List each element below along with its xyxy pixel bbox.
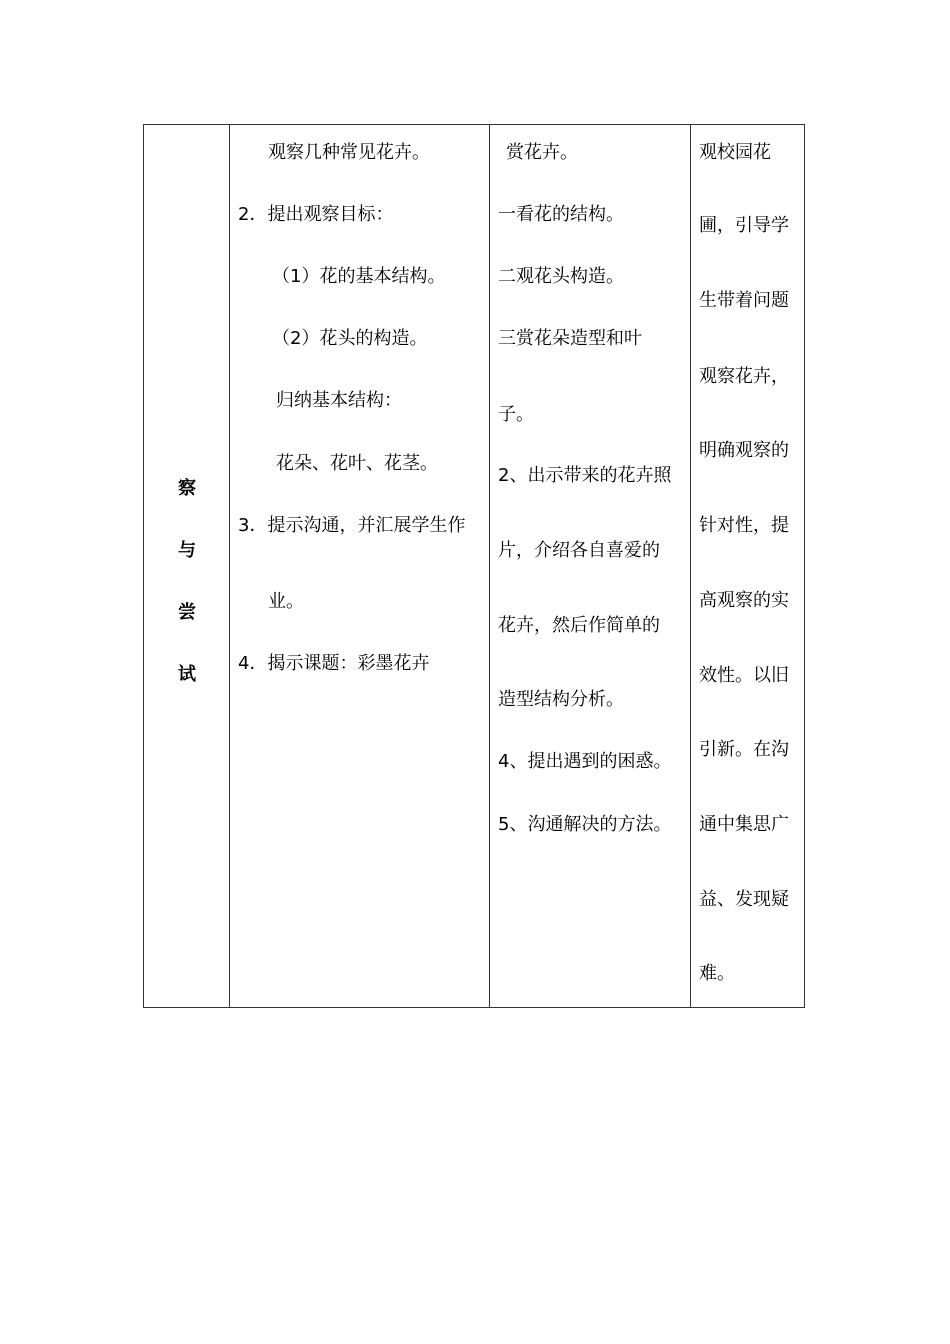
design-intent-line: 圃，引导学 [699,215,789,236]
teacher-activity-line: 3．提示沟通，并汇展学生作 [238,515,466,536]
design-intent-line: 难。 [699,963,735,984]
design-intent-line: 通中集思广 [699,814,789,835]
stage-char: 察 [178,478,196,499]
stage-char: 尝 [178,602,196,623]
design-intent-line: 观校园花 [699,142,771,163]
student-activity-line: 二观花头构造。 [498,266,624,287]
teacher-activity-line: 业。 [268,591,304,612]
teacher-activity-line: 花朵、花叶、花茎。 [276,453,438,474]
student-activity-line: 赏花卉。 [506,142,578,163]
teacher-activity-line: 2．提出观察目标： [238,204,394,225]
design-intent-line: 生带着问题 [699,290,789,311]
teacher-activity-line: 观察几种常见花卉。 [268,142,430,163]
stage-char: 试 [178,664,196,685]
design-intent-line: 针对性，提 [699,515,789,536]
design-intent-line: 高观察的实 [699,590,789,611]
lesson-plan-table [143,124,805,1008]
student-activity-line: 造型结构分析。 [498,689,624,710]
design-intent-line: 引新。在沟 [699,739,789,760]
design-intent-line: 效性。以旧 [699,665,789,686]
design-intent-line: 益、发现疑 [699,889,789,910]
teacher-activity-line: （1）花的基本结构。 [272,266,446,287]
column-divider-2 [489,125,490,1007]
stage-char: 与 [178,540,196,561]
teacher-activity-line: 4．揭示课题：彩墨花卉 [238,653,430,674]
student-activity-line: 三赏花朵造型和叶 [498,328,642,349]
column-divider-1 [229,125,230,1007]
design-intent-line: 明确观察的 [699,440,789,461]
student-activity-line: 片，介绍各自喜爱的 [498,540,660,561]
column-divider-3 [690,125,691,1007]
student-activity-line: 子。 [498,404,534,425]
student-activity-line: 2、出示带来的花卉照 [498,465,672,486]
student-activity-line: 4、提出遇到的困惑。 [498,751,672,772]
student-activity-line: 一看花的结构。 [498,204,624,225]
student-activity-line: 5、沟通解决的方法。 [498,814,672,835]
teacher-activity-line: 归纳基本结构： [276,390,402,411]
design-intent-line: 观察花卉， [699,366,789,387]
teacher-activity-line: （2）花头的构造。 [272,328,428,349]
student-activity-line: 花卉，然后作简单的 [498,615,660,636]
